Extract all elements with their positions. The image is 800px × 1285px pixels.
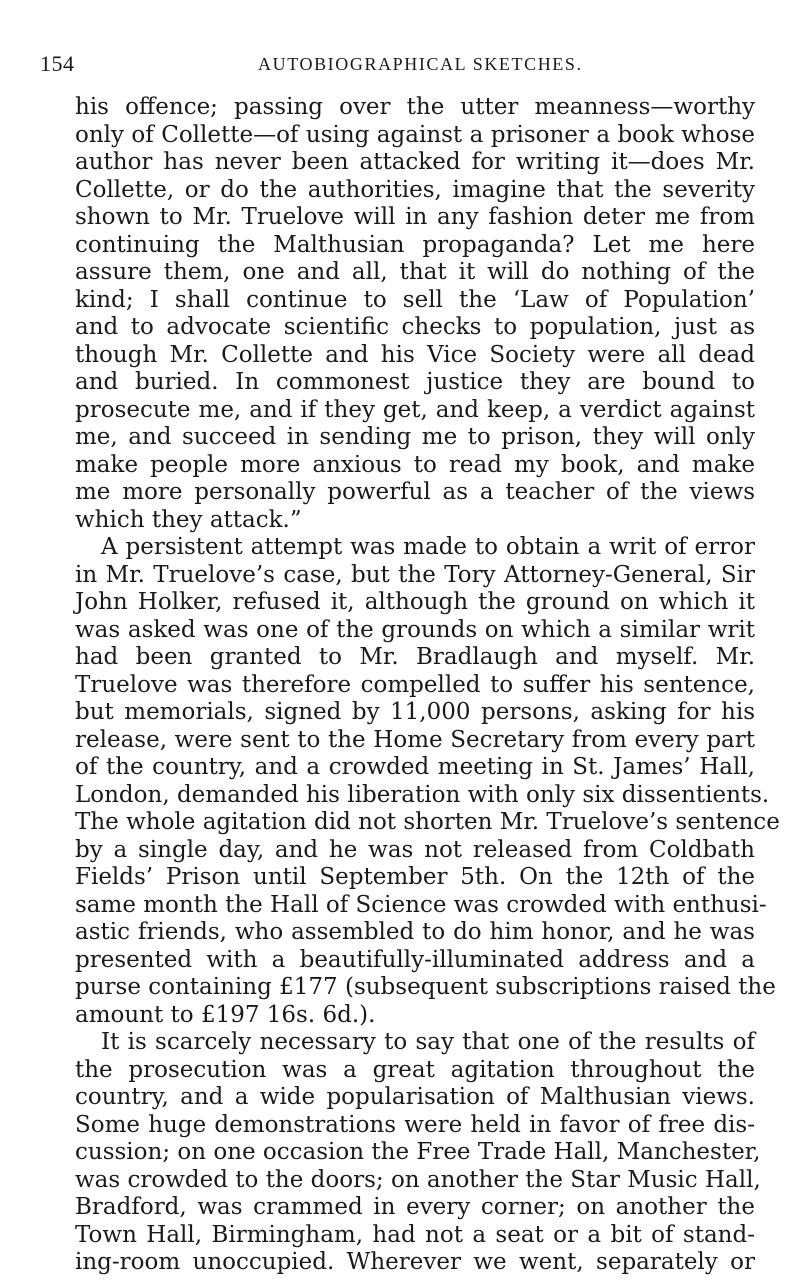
running-head [40,51,780,81]
text-line: in Mr. Truelove’s case, but the Tory Attorney-General, Sir [75,561,755,588]
text-line: The whole agitation did not shorten Mr. Truelove’s sentence [75,809,780,835]
text-line: and to advocate scientific checks to population, just as [75,314,755,340]
text-line: though Mr. Collette and his Vice Society were all dead [75,341,755,368]
text-line: amount to £197 16s. 6d.). [75,1001,376,1028]
text-line: shown to Mr. Truelove will in any fashion deter me from [75,204,755,230]
paragraph-start-line: A persistent attempt was made to obtain a writ of error [101,534,755,560]
text-line: which they attack.” [75,506,302,533]
text-line: was asked was one of the grounds on which a similar writ [75,616,755,643]
text-line: and buried. In commonest justice they are bound to [75,369,755,395]
text-line: London, demanded his liberation with only six dissentients. [75,781,770,808]
text-line: prosecute me, and if they get, and keep, a verdict against [75,396,755,423]
text-line: cussion; on one occasion the Free Trade Hall, Manchester, [75,1139,761,1165]
running-title: AUTOBIOGRAPHICAL SKETCHES. [258,54,583,74]
text-line: me more personally powerful as a teacher of the views [75,479,755,505]
text-line: by a single day, and he was not released from Coldbath [75,836,755,863]
text-line: Truelove was therefore compelled to suffer his sentence, [75,671,755,698]
text-line: Some huge demonstrations were held in favor of free dis- [75,1111,755,1138]
text-line: the prosecution was a great agitation throughout the [75,1056,755,1083]
text-line: purse containing £177 (subsequent subscriptions raised the [75,974,776,1000]
text-line: of the country, and a crowded meeting in St. James’ Hall, [75,754,755,780]
text-line: continuing the Malthusian propaganda? Let me here [75,231,755,258]
text-line: ing-room unoccupied. Wherever we went, separately or [75,1249,755,1275]
text-line: presented with a beautifully-illuminated address and a [75,946,755,973]
text-line: but memorials, signed by 11,000 persons, asking for his [75,699,755,725]
paragraph-start-line: It is scarcely necessary to say that one of the results of [101,1029,755,1055]
text-line: me, and succeed in sending me to prison, they will only [75,424,755,450]
text-line: only of Collette—of using against a prisoner a book whose [75,121,755,148]
text-line: Bradford, was crammed in every corner; on another the [75,1194,755,1220]
text-line: country, and a wide popularisation of Malthusian views. [75,1084,755,1110]
text-line: author has never been attacked for writing it—does Mr. [75,149,755,175]
text-line: make people more anxious to read my book, and make [75,451,755,478]
page-number: 154 [40,51,75,76]
text-line: Fields’ Prison until September 5th. On the 12th of the [75,864,755,890]
text-line: release, were sent to the Home Secretary from every part [75,726,755,753]
text-line: Town Hall, Birmingham, had not a seat or a bit of stand- [75,1221,755,1248]
text-line: John Holker, refused it, although the ground on which it [75,589,755,615]
text-line: had been granted to Mr. Bradlaugh and myself. Mr. [75,644,755,670]
text-line: astic friends, who assembled to do him honor, and he was [75,919,755,945]
text-line: Collette, or do the authorities, imagine that the severity [75,176,755,203]
text-line: his offence; passing over the utter meanness—worthy [75,94,755,120]
text-line: was crowded to the doors; on another the Star Music Hall, [75,1166,761,1193]
body-text [75,94,780,1277]
text-line: kind; I shall continue to sell the ‘Law of Population’ [75,286,755,313]
text-line: same month the Hall of Science was crowded with enthusi- [75,891,767,918]
text-line: assure them, one and all, that it will do nothing of the [75,259,755,285]
